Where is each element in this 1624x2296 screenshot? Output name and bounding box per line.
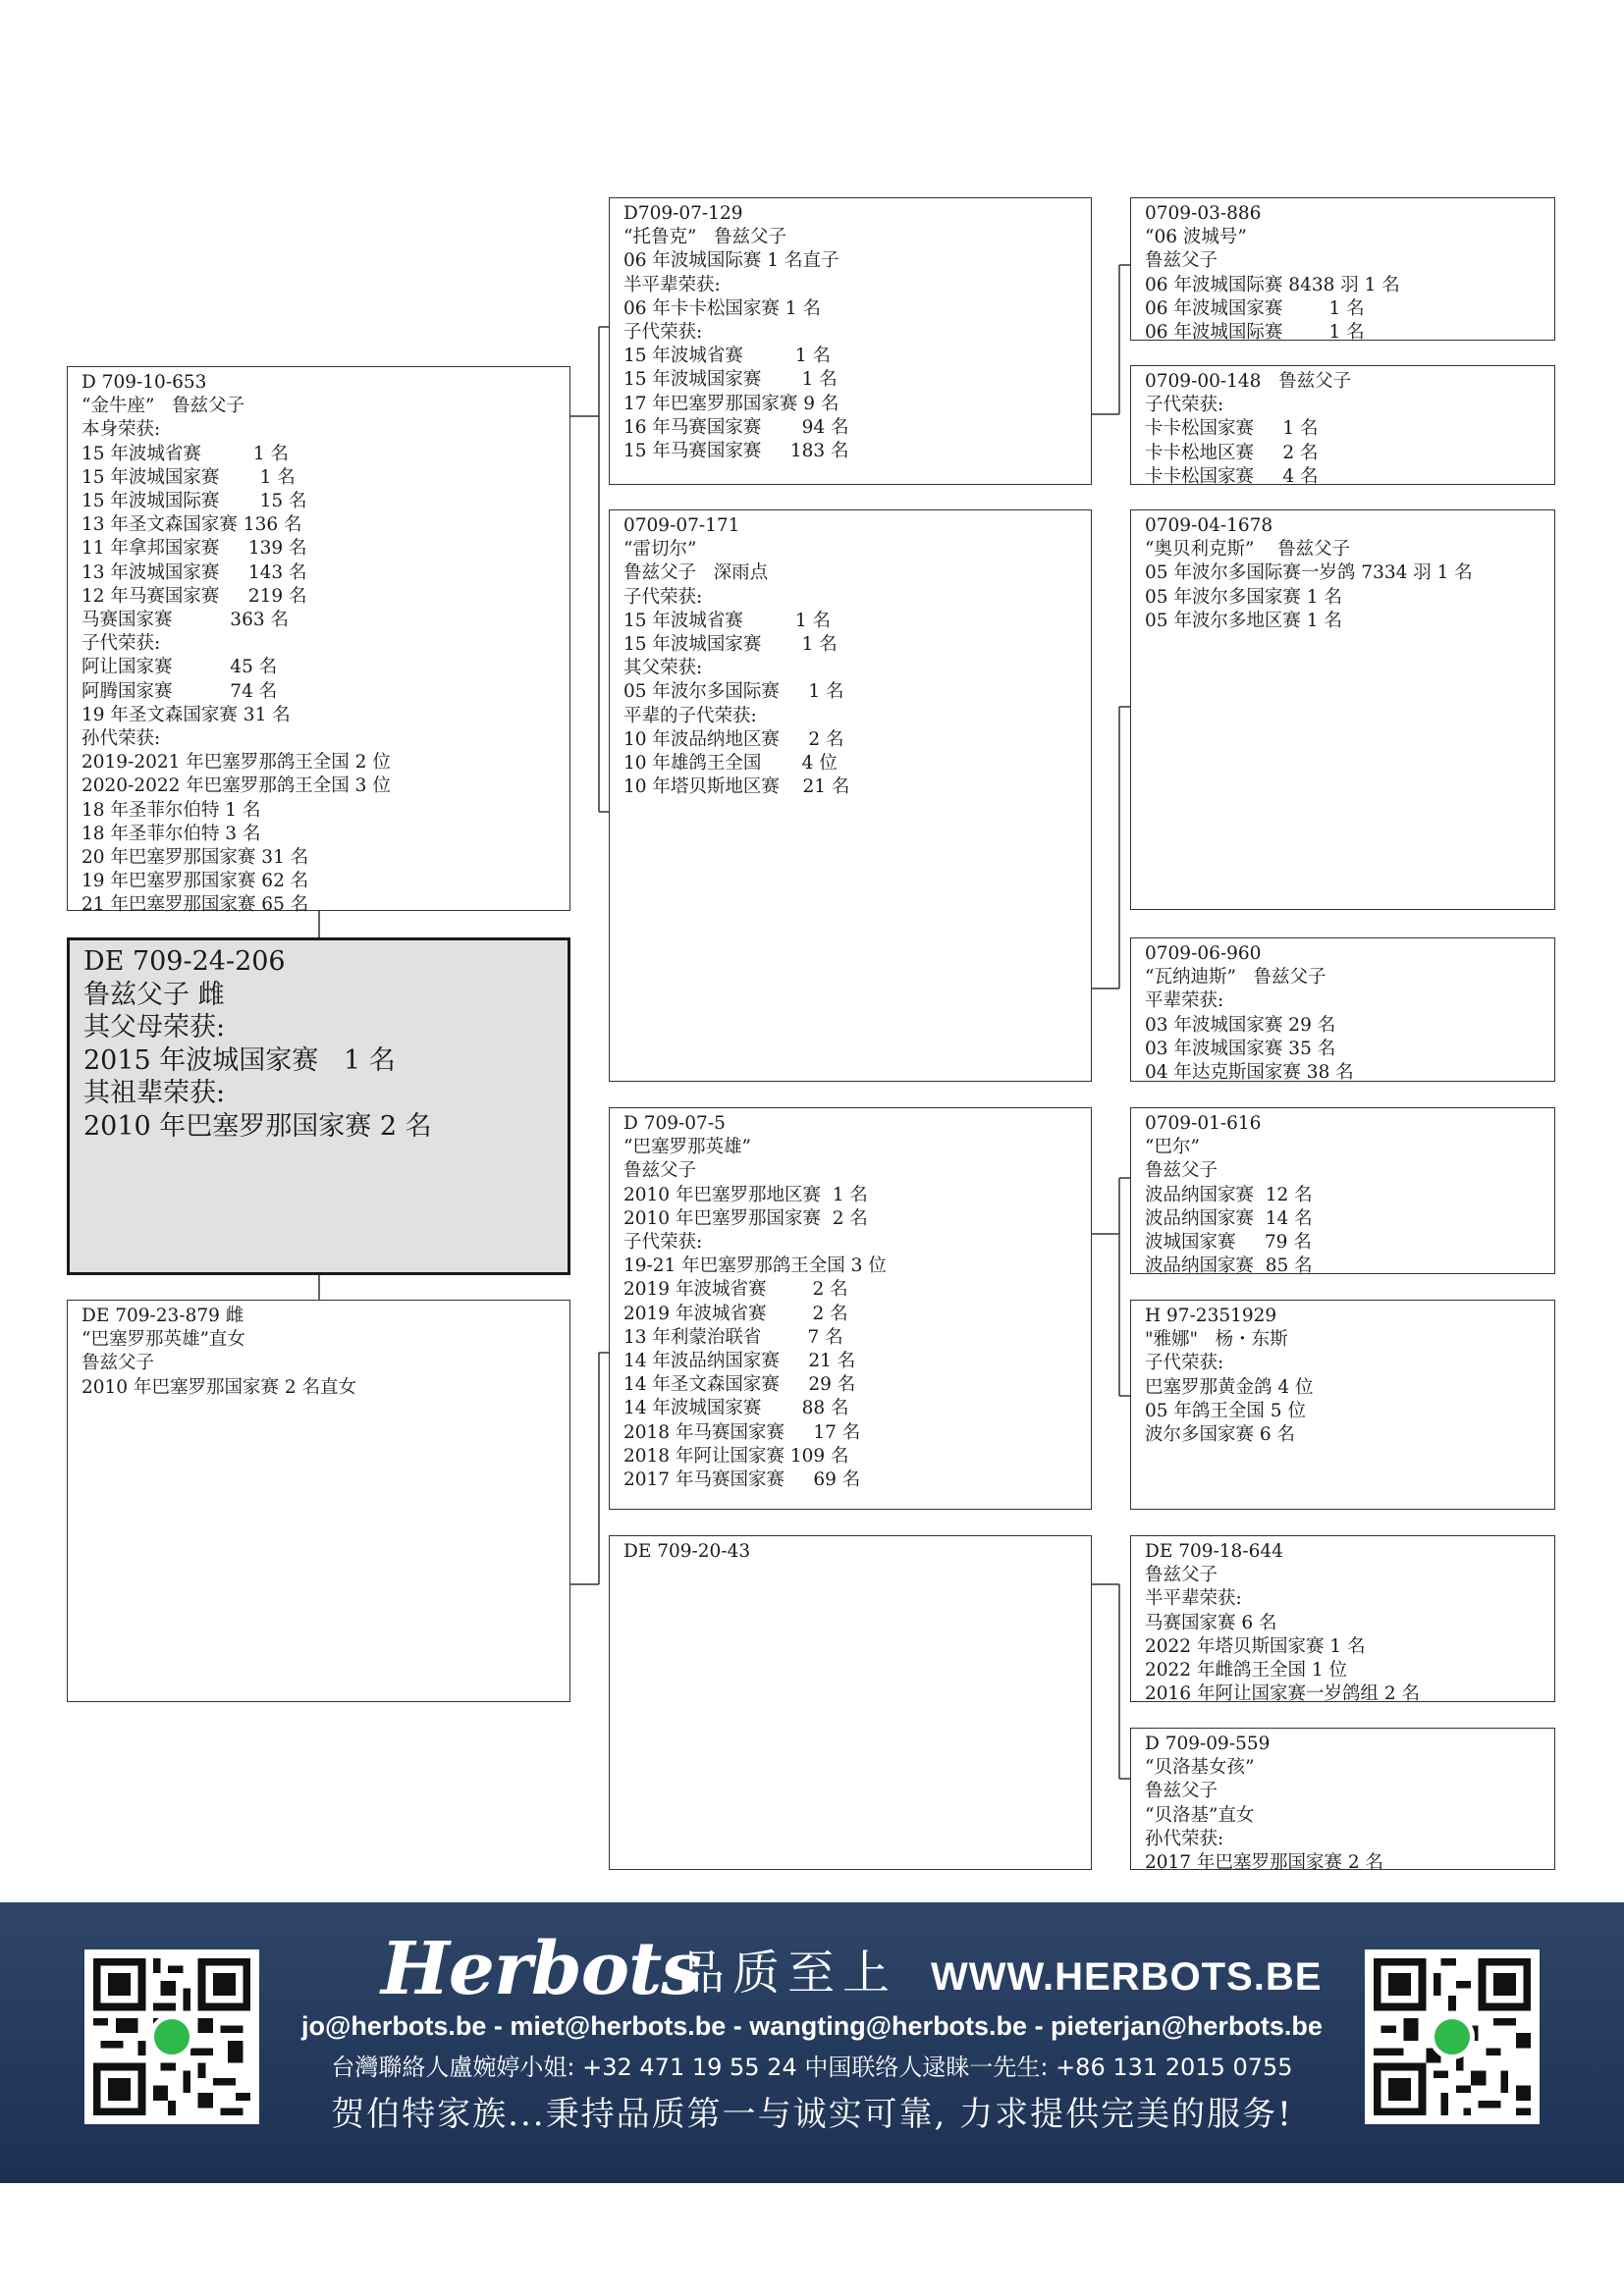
pedigree-line: 14 年圣文森国家赛 29 名 bbox=[623, 1374, 856, 1396]
pedigree-line: 平辈的子代荣获: bbox=[623, 705, 757, 726]
pedigree-line: 卡卡松国家赛 1 名 bbox=[1145, 418, 1319, 440]
pedigree-card-dam bbox=[67, 1300, 570, 1702]
pedigree-line: 子代荣获: bbox=[623, 322, 703, 344]
pedigree-line: “雷切尔” bbox=[623, 539, 697, 561]
pedigree-card-sire bbox=[67, 366, 570, 916]
pedigree-line: 05 年波尔多国家赛 1 名 bbox=[1145, 586, 1342, 608]
pedigree-line: 2020-2022 年巴塞罗那鸽王全国 3 位 bbox=[81, 775, 391, 797]
pedigree-card-subject bbox=[67, 937, 570, 1275]
pedigree-line: 06 年波城国际赛 1 名直子 bbox=[623, 250, 839, 272]
pedigree-line: 半平辈荣获: bbox=[1145, 1588, 1242, 1610]
pedigree-line: 阿腾国家赛 74 名 bbox=[81, 680, 278, 702]
pedigree-line: 13 年利蒙治联省 7 名 bbox=[623, 1326, 843, 1348]
pedigree-line: 本身荣获: bbox=[81, 419, 161, 441]
pedigree-card-sire-dam bbox=[609, 509, 1092, 1082]
pedigree-card-sire-sire bbox=[609, 197, 1092, 485]
pedigree-line: “托鲁克” 鲁兹父子 bbox=[623, 227, 787, 248]
pedigree-line: 2019 年波城省赛 2 名 bbox=[623, 1303, 848, 1324]
pedigree-line: 03 年波城国家赛 35 名 bbox=[1145, 1038, 1336, 1059]
pedigree-line: H 97-2351929 bbox=[1145, 1306, 1277, 1326]
pedigree-line: 鲁兹父子 bbox=[623, 1160, 697, 1182]
pedigree-line: 2019 年波城省赛 2 名 bbox=[623, 1279, 848, 1301]
pedigree-line: 06 年波城国际赛 1 名 bbox=[1145, 322, 1365, 344]
pedigree-line: 0709-01-616 bbox=[1145, 1113, 1262, 1134]
pedigree-line: “奥贝利克斯” 鲁兹父子 bbox=[1145, 539, 1350, 561]
pedigree-line: 15 年波城国家赛 1 名 bbox=[623, 369, 838, 391]
pedigree-line: 18 年圣菲尔伯特 3 名 bbox=[81, 823, 261, 844]
pedigree-line: 2022 年雌鸽王全国 1 位 bbox=[1145, 1660, 1347, 1682]
herbots-footer-banner bbox=[0, 1902, 1624, 2183]
pedigree-line: 2018 年阿让国家赛 109 名 bbox=[623, 1445, 849, 1467]
pedigree-line: 鲁兹父子 bbox=[1145, 1160, 1218, 1182]
pedigree-line: 半平辈荣获: bbox=[623, 274, 721, 295]
pedigree-card-gg4 bbox=[1130, 937, 1555, 1082]
pedigree-line: 15 年波城省赛 1 名 bbox=[623, 610, 831, 631]
pedigree-line: DE 709-23-879 雌 bbox=[81, 1306, 244, 1326]
pedigree-line: "雅娜" 杨・东斯 bbox=[1145, 1329, 1288, 1351]
website-link[interactable]: WWW.HERBOTS.BE bbox=[931, 1955, 1323, 1999]
pedigree-line: 15 年波城国家赛 1 名 bbox=[623, 634, 838, 656]
pedigree-line: 16 年马赛国家赛 94 名 bbox=[623, 416, 849, 438]
wechat-qr-code-icon bbox=[1365, 1949, 1540, 2124]
pedigree-card-gg1 bbox=[1130, 197, 1555, 344]
pedigree-line: 波尔多国家赛 6 名 bbox=[1145, 1424, 1296, 1446]
pedigree-line: 05 年波尔多国际赛 1 名 bbox=[623, 681, 844, 703]
pedigree-line: 巴塞罗那黄金鸽 4 位 bbox=[1145, 1376, 1314, 1398]
pedigree-line: 卡卡松国家赛 4 名 bbox=[1145, 465, 1319, 487]
pedigree-line: 鲁兹父子 bbox=[1145, 1565, 1218, 1586]
pedigree-line: “瓦纳迪斯” 鲁兹父子 bbox=[1145, 967, 1326, 988]
pedigree-line: 0709-07-171 bbox=[623, 515, 740, 536]
pedigree-line: 子代荣获: bbox=[81, 633, 161, 655]
pedigree-line: 0709-04-1678 bbox=[1145, 515, 1273, 536]
pedigree-line: 06 年波城国际赛 8438 羽 1 名 bbox=[1145, 274, 1400, 295]
pedigree-line: D 709-09-559 bbox=[1145, 1734, 1271, 1754]
pedigree-card-gg7 bbox=[1130, 1535, 1555, 1705]
pedigree-line: 其祖辈荣获: bbox=[83, 1078, 226, 1108]
pedigree-line: 其父母荣获: bbox=[83, 1012, 226, 1042]
pedigree-card-gg6 bbox=[1130, 1300, 1555, 1510]
pedigree-line: 13 年波城国家赛 143 名 bbox=[81, 561, 307, 583]
pedigree-line: 05 年鸽王全国 5 位 bbox=[1145, 1400, 1306, 1421]
pedigree-card-gg3 bbox=[1130, 509, 1555, 910]
pedigree-line: 0709-00-148 鲁兹父子 bbox=[1145, 371, 1352, 392]
pedigree-line: 马赛国家赛 363 名 bbox=[81, 610, 289, 631]
line-qr-code-icon bbox=[84, 1949, 259, 2124]
pedigree-card-dam-sire bbox=[609, 1107, 1092, 1510]
pedigree-line: D 709-07-5 bbox=[623, 1113, 726, 1134]
pedigree-line: “巴尔” bbox=[1145, 1137, 1200, 1158]
pedigree-line: D 709-10-653 bbox=[81, 372, 207, 393]
pedigree-card-gg5 bbox=[1130, 1107, 1555, 1277]
pedigree-card-gg2 bbox=[1130, 365, 1555, 485]
wechat-app-icon bbox=[1430, 2014, 1475, 2059]
pedigree-line: 2015 年波城国家赛 1 名 bbox=[83, 1044, 396, 1076]
pedigree-line: 14 年波城国家赛 88 名 bbox=[623, 1398, 849, 1419]
pedigree-line: 波品纳国家赛 85 名 bbox=[1145, 1255, 1313, 1277]
pedigree-line: 鲁兹父子 bbox=[81, 1353, 155, 1374]
pedigree-line: 18 年圣菲尔伯特 1 名 bbox=[81, 799, 261, 821]
pedigree-line: “贝洛基女孩” bbox=[1145, 1757, 1255, 1779]
pedigree-line: “金牛座” 鲁兹父子 bbox=[81, 396, 245, 417]
pedigree-line: 平辈荣获: bbox=[1145, 990, 1224, 1012]
pedigree-line: 2010 年巴塞罗那地区赛 1 名 bbox=[623, 1184, 868, 1205]
herbots-logo: Herbots bbox=[381, 1927, 701, 2011]
pedigree-line: 20 年巴塞罗那国家赛 31 名 bbox=[81, 847, 309, 869]
pedigree-line: 0709-06-960 bbox=[1145, 943, 1262, 964]
pedigree-line: 鲁兹父子 雌 bbox=[83, 979, 225, 1010]
pedigree-line: 2019-2021 年巴塞罗那鸽王全国 2 位 bbox=[81, 752, 391, 774]
pedigree-line: “巴塞罗那英雄” bbox=[623, 1137, 751, 1158]
pedigree-line: D709-07-129 bbox=[623, 203, 743, 224]
pedigree-line: 2010 年巴塞罗那国家赛 2 名直女 bbox=[81, 1376, 356, 1398]
pedigree-line: 卡卡松地区赛 2 名 bbox=[1145, 442, 1319, 463]
pedigree-line: 阿让国家赛 45 名 bbox=[81, 657, 278, 678]
pedigree-line: 04 年达克斯国家赛 38 名 bbox=[1145, 1062, 1354, 1084]
pedigree-line: 鲁兹父子 深雨点 bbox=[623, 562, 769, 584]
pedigree-line: 14 年波品纳国家赛 21 名 bbox=[623, 1351, 856, 1372]
pedigree-line: 孙代荣获: bbox=[1145, 1828, 1224, 1849]
pedigree-line: 15 年波城国家赛 1 名 bbox=[81, 466, 296, 488]
pedigree-line: 其父荣获: bbox=[623, 658, 703, 679]
pedigree-line: 17 年巴塞罗那国家赛 9 名 bbox=[623, 393, 839, 414]
pedigree-line: 波城国家赛 79 名 bbox=[1145, 1232, 1312, 1254]
pedigree-line: 03 年波城国家赛 29 名 bbox=[1145, 1014, 1336, 1036]
pedigree-line: 06 年波城国家赛 1 名 bbox=[1145, 297, 1365, 319]
pedigree-line: 19 年圣文森国家赛 31 名 bbox=[81, 704, 291, 725]
pedigree-line: 子代荣获: bbox=[623, 586, 703, 608]
pedigree-line: 2016 年阿让国家赛一岁鸽组 2 名 bbox=[1145, 1683, 1420, 1705]
pedigree-line: 鲁兹父子 bbox=[1145, 1781, 1218, 1802]
pedigree-line: 15 年马赛国家赛 183 名 bbox=[623, 441, 849, 462]
pedigree-line: 12 年马赛国家赛 219 名 bbox=[81, 585, 307, 607]
pedigree-line: DE 709-20-43 bbox=[623, 1541, 751, 1562]
brand-slogan: 品质至上 bbox=[677, 1946, 898, 2001]
pedigree-line: 13 年圣文森国家赛 136 名 bbox=[81, 514, 302, 536]
pedigree-line: 2010 年巴塞罗那国家赛 2 名 bbox=[623, 1207, 868, 1229]
pedigree-line: 波品纳国家赛 12 名 bbox=[1145, 1184, 1313, 1205]
pedigree-line: 19 年巴塞罗那国家赛 62 名 bbox=[81, 871, 309, 892]
pedigree-line: 15 年波城省赛 1 名 bbox=[81, 443, 289, 464]
brand-row bbox=[381, 1927, 1323, 2011]
pedigree-line: 2018 年马赛国家赛 17 名 bbox=[623, 1421, 861, 1443]
pedigree-line: DE 709-24-206 bbox=[83, 946, 286, 977]
pedigree-line: 11 年拿邦国家赛 139 名 bbox=[81, 538, 307, 560]
pedigree-line: 15 年波城国际赛 15 名 bbox=[81, 491, 307, 512]
pedigree-line: 波品纳国家赛 14 名 bbox=[1145, 1207, 1313, 1229]
pedigree-line: “巴塞罗那英雄”直女 bbox=[81, 1329, 245, 1351]
pedigree-line: 15 年波城省赛 1 名 bbox=[623, 346, 831, 367]
contact-phones: 台灣聯絡人盧婉婷小姐: +32 471 19 55 24 中国联络人逯睐一先生: +86 131 2015 0755 bbox=[331, 2054, 1293, 2081]
pedigree-line: 2017 年马赛国家赛 69 名 bbox=[623, 1469, 861, 1491]
line-app-icon bbox=[149, 2014, 194, 2059]
pedigree-line: DE 709-18-644 bbox=[1145, 1541, 1283, 1562]
pedigree-line: 2022 年塔贝斯国家赛 1 名 bbox=[1145, 1635, 1366, 1657]
pedigree-line: 05 年波尔多国际赛一岁鸽 7334 羽 1 名 bbox=[1145, 562, 1473, 584]
pedigree-line: 2010 年巴塞罗那国家赛 2 名 bbox=[83, 1110, 432, 1142]
pedigree-line: 子代荣获: bbox=[1145, 1353, 1224, 1374]
pedigree-line: 19-21 年巴塞罗那鸽王全国 3 位 bbox=[623, 1255, 887, 1277]
pedigree-line: 0709-03-886 bbox=[1145, 203, 1262, 224]
pedigree-line: 子代荣获: bbox=[1145, 395, 1224, 416]
pedigree-line: 子代荣获: bbox=[623, 1232, 703, 1254]
pedigree-card-dam-dam bbox=[609, 1535, 1092, 1870]
pedigree-line: 孙代荣获: bbox=[81, 728, 161, 750]
mission-statement: 贺伯特家族...秉持品质第一与诚实可靠, 力求提供完美的服务! bbox=[331, 2095, 1293, 2134]
pedigree-line: 10 年塔贝斯地区赛 21 名 bbox=[623, 776, 850, 798]
pedigree-line: 2017 年巴塞罗那国家赛 2 名 bbox=[1145, 1852, 1383, 1874]
pedigree-line: 鲁兹父子 bbox=[1145, 250, 1218, 272]
pedigree-line: 05 年波尔多地区赛 1 名 bbox=[1145, 610, 1342, 631]
pedigree-line: “06 波城号” bbox=[1145, 227, 1247, 248]
pedigree-card-gg8 bbox=[1130, 1728, 1555, 1874]
pedigree-line: 马赛国家赛 6 名 bbox=[1145, 1612, 1277, 1633]
pedigree-line: 21 年巴塞罗那国家赛 65 名 bbox=[81, 894, 309, 916]
pedigree-line: “贝洛基”直女 bbox=[1145, 1804, 1255, 1826]
contact-emails[interactable]: jo@herbots.be - miet@herbots.be - wangting@herbots.be - pieterjan@herbots.be bbox=[301, 2011, 1323, 2041]
pedigree-line: 06 年卡卡松国家赛 1 名 bbox=[623, 297, 821, 319]
pedigree-line: 10 年波品纳地区赛 2 名 bbox=[623, 728, 844, 750]
pedigree-line: 10 年雄鸽王全国 4 位 bbox=[623, 753, 838, 774]
